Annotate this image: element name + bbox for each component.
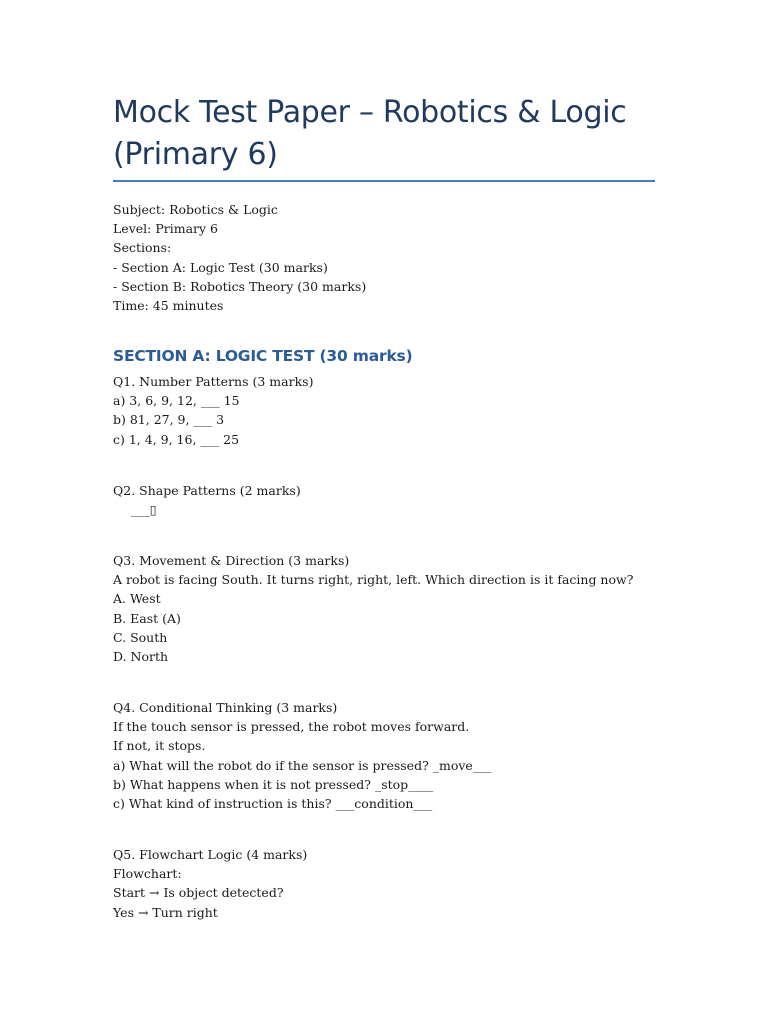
q3-option-d: D. North xyxy=(113,649,169,665)
info-level: Level: Primary 6 xyxy=(113,221,218,237)
q4-part-c: c) What kind of instruction is this? ___condition___ xyxy=(113,796,433,812)
question-2 xyxy=(113,481,658,519)
test-info xyxy=(113,200,658,315)
q5-flowchart-yes: Yes → Turn right xyxy=(113,904,218,920)
q4-part-a: a) What will the robot do if the sensor is pressed? _move___ xyxy=(113,757,492,773)
title-underline xyxy=(113,180,655,182)
q1-item-a: a) 3, 6, 9, 12, ___ 15 xyxy=(113,393,240,409)
q5-flowchart-start: Start → Is object detected? xyxy=(113,885,284,901)
q1-title: Q1. Number Patterns (3 marks) xyxy=(113,374,314,389)
info-section-b: - Section B: Robotics Theory (30 marks) xyxy=(113,278,367,294)
info-subject: Subject: Robotics & Logic xyxy=(113,202,278,217)
q4-line-2: If not, it stops. xyxy=(113,738,206,754)
question-1 xyxy=(113,372,658,449)
q5-title: Q5. Flowchart Logic (4 marks) xyxy=(113,847,308,862)
q5-flowchart-label: Flowchart: xyxy=(113,866,182,882)
q2-title: Q2. Shape Patterns (2 marks) xyxy=(113,483,301,498)
info-section-a: - Section A: Logic Test (30 marks) xyxy=(113,259,328,275)
q3-title: Q3. Movement & Direction (3 marks) xyxy=(113,553,350,568)
question-5 xyxy=(113,845,658,922)
q3-option-b: B. East (A) xyxy=(113,610,181,626)
q4-part-b: b) What happens when it is not pressed? _stop____ xyxy=(113,776,434,792)
q1-item-c: c) 1, 4, 9, 16, ___ 25 xyxy=(113,431,240,447)
info-sections-label: Sections: xyxy=(113,240,172,256)
q2-shape-line: ___▯ xyxy=(131,502,157,518)
question-3 xyxy=(113,551,658,666)
q4-line-1: If the touch sensor is pressed, the robot moves forward. xyxy=(113,719,470,735)
q3-option-a: A. West xyxy=(113,591,161,607)
info-time: Time: 45 minutes xyxy=(113,298,224,314)
q3-question: A robot is facing South. It turns right, right, left. Which direction is it facing now? xyxy=(113,572,634,588)
section-a-heading: SECTION A: LOGIC TEST (30 marks) xyxy=(113,347,413,365)
question-4 xyxy=(113,698,658,813)
document-title: Mock Test Paper – Robotics & Logic (Primary 6) xyxy=(113,95,627,172)
q1-item-b: b) 81, 27, 9, ___ 3 xyxy=(113,412,225,428)
q3-option-c: C. South xyxy=(113,629,168,645)
q4-title: Q4. Conditional Thinking (3 marks) xyxy=(113,700,338,715)
